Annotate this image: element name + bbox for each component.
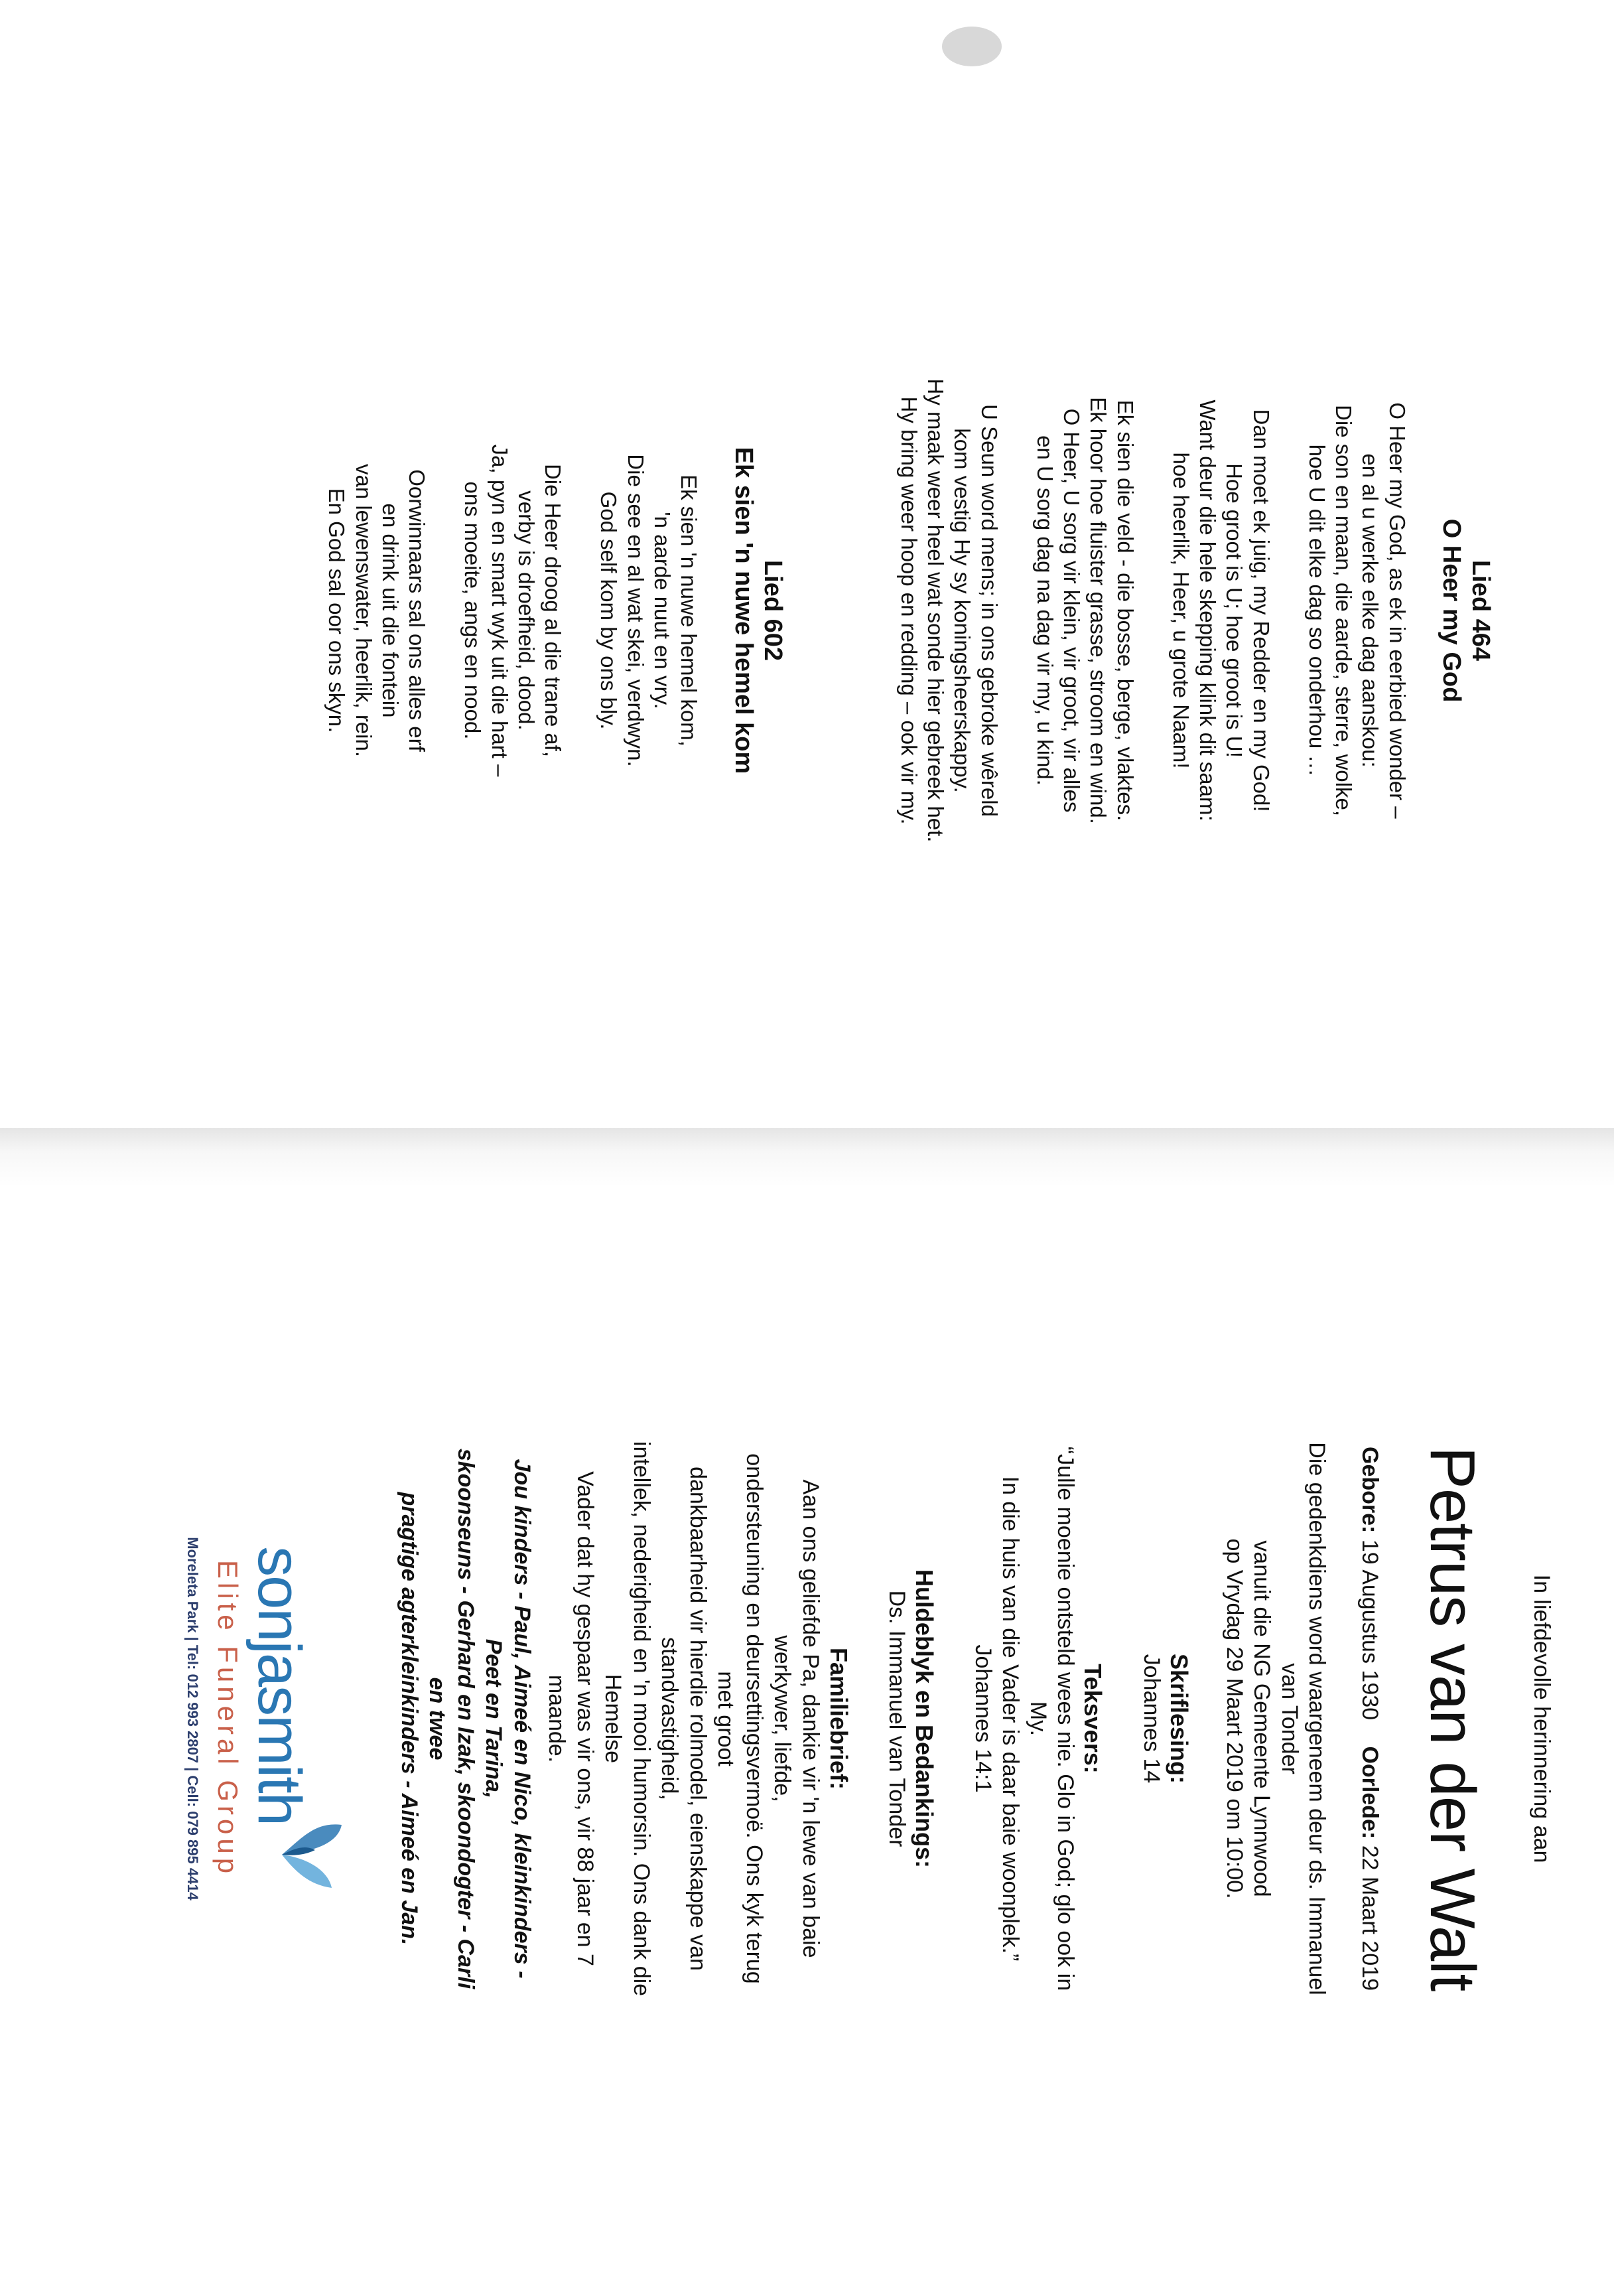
- verse-line: Die son en maan, die aarde, sterre, wolke,: [1331, 405, 1357, 816]
- verse-line: ons moeite, angs en nood.: [460, 481, 486, 740]
- died-date: [1357, 1746, 1382, 1991]
- tribute-heading: Huldeblyk en Bedankings:: [911, 1569, 939, 1869]
- scripture-section: [1137, 1433, 1193, 2004]
- text-verse-section: [969, 1433, 1107, 2004]
- verse-line: en drink uit die fontein: [378, 503, 403, 718]
- verse: [1032, 252, 1138, 969]
- family-letter: [543, 1433, 825, 2004]
- brand-contact: Moreleta Park | Tel: 012 993 2807 | Cell: 079 895 4414: [184, 1537, 202, 1901]
- hymn-602: [323, 252, 786, 969]
- verse-line: Oorwinnaars sal ons alles erf: [405, 469, 430, 752]
- verse-line: Ek sien 'n nuwe hemel kom,: [677, 474, 702, 747]
- verse-line: O Heer, U sorg vir klein, vir groot, vir alles: [1059, 408, 1085, 813]
- letter-line: ondersteuning en deursettingsvermoë. Ons kyk terug met groot: [713, 1453, 767, 1984]
- died-label: Oorlede:: [1357, 1746, 1382, 1839]
- verse: [323, 252, 430, 969]
- deceased-name: Petrus van der Walt: [1417, 1446, 1488, 1991]
- tribute-section: [883, 1433, 939, 2004]
- died-value: 22 Maart 2019: [1357, 1845, 1382, 1991]
- verse: [896, 252, 1002, 969]
- letter-line: dankbaarheid vir hierdie rolmodel, eienskappe van standvastigheid,: [657, 1467, 710, 1971]
- brand-tagline: Elite Funeral Group: [212, 1559, 244, 1878]
- text-verse-line: In die huis van die Vader is daar baie woonplek.”: [998, 1476, 1024, 1962]
- verse-line: Want deur die hele skepping klink dit saam:: [1195, 399, 1221, 822]
- born-value: 19 Augustus 1930: [1357, 1539, 1382, 1721]
- family-line: pragtige agterkleinkinders - Aimeé en Jan.: [396, 1492, 422, 1946]
- verse: [1168, 252, 1274, 969]
- service-details: [1220, 1433, 1330, 2004]
- verse-line: verby is droefheid, dood.: [514, 490, 539, 731]
- text-verse-heading: Teksvers:: [1079, 1664, 1107, 1774]
- hymn-title: O Heer my God: [1438, 518, 1466, 703]
- text-verse: [969, 1433, 1079, 2004]
- letter-line: Aan ons geliefde Pa, dankie vir 'n lewe van baie werkywer, liefde,: [770, 1479, 823, 1958]
- tribute-name: Ds. Immanuel van Tonder: [884, 1590, 910, 1847]
- verse-line: U Seun word mens; in ons gebroke wêreld: [976, 404, 1002, 817]
- verse-line: 'n aarde nuut en vry.: [650, 512, 675, 709]
- verse-line: hoe heerlik, Heer, u grote Naam!: [1168, 452, 1193, 769]
- scripture-ref: Johannes 14: [1138, 1654, 1164, 1784]
- hymn-464: [896, 252, 1495, 969]
- scripture-heading: Skriflesing:: [1166, 1653, 1193, 1784]
- verse-line: Hoe groot is U; hoe groot is U!: [1222, 463, 1247, 758]
- service-line: op Vrydag 29 Maart 2019 om 10:00.: [1221, 1538, 1247, 1899]
- memorial-panel: [0, 1141, 1614, 2283]
- verse-line: Ek hoor hoe fluister grasse, stroom en wind.: [1086, 397, 1111, 824]
- hymn-title: Ek sien 'n nuwe hemel kom: [729, 447, 758, 774]
- funeral-logo: [184, 1433, 355, 2004]
- verse-line: O Heer my God, as ek in eerbied wonder –: [1384, 402, 1410, 819]
- hymn-number: Lied 464: [1467, 559, 1495, 662]
- hymns-panel: [0, 0, 1614, 1141]
- butterfly-icon: [275, 1818, 355, 1891]
- family-line: skoonseuns - Gerhard en Izak, skoondogter - Carli en twee: [425, 1448, 478, 1989]
- letter-heading: Familiebrief:: [825, 1647, 852, 1790]
- verse-line: God self kom by ons bly.: [596, 491, 622, 730]
- verse-line: Die Heer droog al die trane af,: [541, 463, 566, 758]
- dates-row: [1357, 1433, 1382, 2004]
- verse-line: hoe U dit elke dag so onderhou …: [1304, 444, 1329, 777]
- intro-text: In liefdevolle herinnering aan: [1529, 1574, 1554, 1863]
- letter-line: intellek, nederigheid en 'n mooi humorsin. Ons dank die Hemelse: [600, 1441, 654, 1997]
- verse: [1304, 252, 1410, 969]
- verse-line: en U sorg dag na dag vir my, u kind.: [1032, 435, 1057, 786]
- verse-line: Hy maak weer heel wat sonde hier gebreek het.: [923, 378, 949, 843]
- verse-line: Ja, pyn en smart wyk uit die hart –: [487, 444, 512, 777]
- verse-line: Dan moet ek juig, my Redder en my God!: [1248, 409, 1274, 812]
- born-date: [1357, 1447, 1382, 1720]
- verse-line: Die see en al wat skei, verdwyn.: [623, 454, 648, 767]
- verse-line: Ek sien die veld - die bosse, berge, vlaktes.: [1112, 399, 1138, 822]
- verse-line: van lewenswater, heerlik, rein.: [351, 463, 376, 758]
- text-verse-line: Johannes 14:1: [970, 1644, 996, 1793]
- letter-line: Vader dat hy gespaar was vir ons, vir 88 jaar en 7 maande.: [544, 1471, 598, 1966]
- service-line: vanuit die NG Gemeente Lynnwood: [1249, 1540, 1275, 1897]
- brand-name: sonjasmith: [245, 1546, 314, 1825]
- verse-line: en al u werke elke dag aanskou:: [1358, 453, 1383, 768]
- verse-line: En God sal oor ons skyn.: [324, 488, 350, 733]
- verse: [595, 252, 702, 969]
- family-line: Jou kinders - Paul, Aimeé en Nico, kleinkinders - Peet en Tarina,: [481, 1459, 535, 1979]
- verse-line: Hy bring weer hoop en redding – ook vir my.: [896, 396, 921, 825]
- hymn-number: Lied 602: [758, 559, 787, 662]
- service-line: Die gedenkdiens word waargeneem deur ds. Immanuel van Tonder: [1276, 1442, 1329, 1995]
- family-names: [395, 1433, 536, 2004]
- born-label: Gebore:: [1357, 1447, 1382, 1534]
- verse: [459, 252, 566, 969]
- verse-line: kom vestig Hy sy koningsheerskappy.: [950, 428, 975, 793]
- text-verse-line: “Julle moenie ontsteld wees nie. Glo in God; glo ook in My.: [1025, 1446, 1079, 1991]
